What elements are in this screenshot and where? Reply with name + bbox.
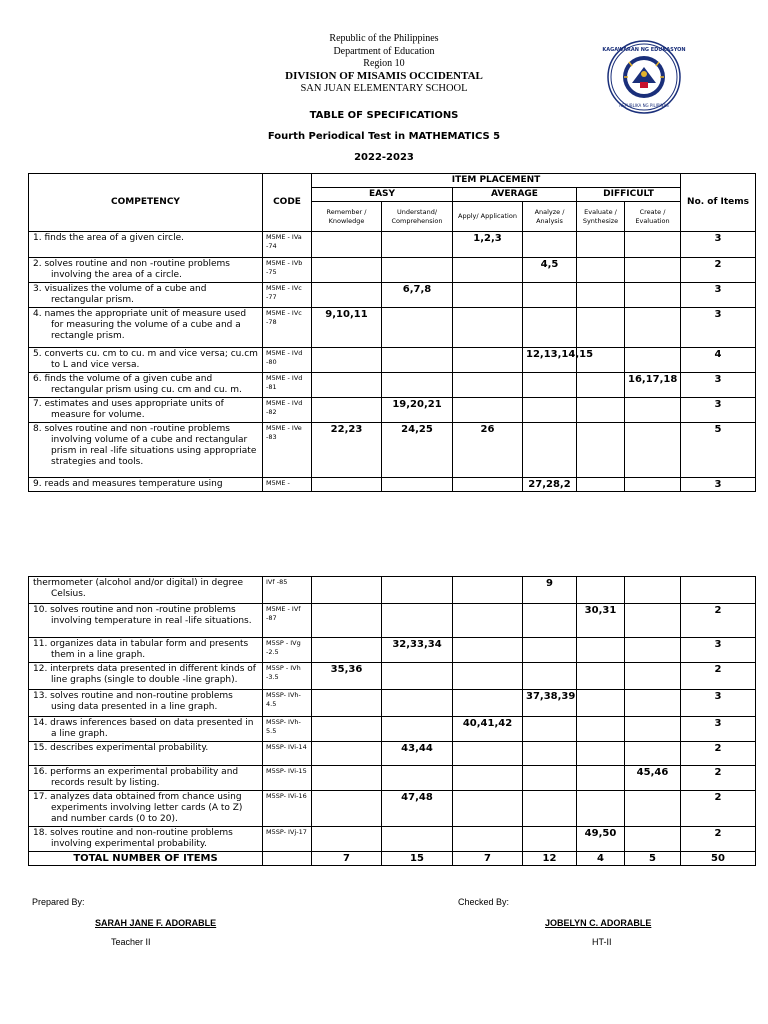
item-cell-rem [312, 690, 382, 717]
competency-cell: 2. solves routine and non -routine problems involving the area of a circle. [29, 258, 263, 283]
deped-seal-icon [602, 40, 686, 114]
item-cell-rem: 9,10,11 [312, 308, 382, 348]
item-cell-app [453, 690, 523, 717]
no-of-items-cell: 5 [681, 423, 756, 478]
item-cell-cre [625, 478, 681, 492]
item-cell-ana [523, 308, 577, 348]
item-cell-rem [312, 478, 382, 492]
item-cell-ana [523, 717, 577, 742]
header-easy: EASY [312, 188, 453, 202]
code-cell: M5ME - IVd -81 [263, 373, 312, 398]
item-cell-und [382, 690, 453, 717]
header-remember: Remember / Knowledge [312, 202, 382, 232]
item-cell-rem [312, 791, 382, 827]
item-cell-und [382, 258, 453, 283]
item-cell-und [382, 663, 453, 690]
item-cell-cre [625, 791, 681, 827]
item-cell-eva [577, 258, 625, 283]
competency-cell: 4. names the appropriate unit of measure used for measuring the volume of a cube and a rectangle prism. [29, 308, 263, 348]
item-cell-app [453, 604, 523, 638]
item-cell-app [453, 577, 523, 604]
item-cell-eva [577, 766, 625, 791]
competency-cell: 9. reads and measures temperature using [29, 478, 263, 492]
total-ana: 12 [523, 852, 577, 866]
item-cell-ana [523, 791, 577, 827]
item-cell-ana [523, 423, 577, 478]
item-cell-cre [625, 690, 681, 717]
code-cell: M5ME - IVc -77 [263, 283, 312, 308]
item-cell-app [453, 398, 523, 423]
checked-by-label: Checked By: [458, 897, 510, 907]
item-cell-cre [625, 604, 681, 638]
item-cell-rem [312, 373, 382, 398]
item-cell-rem [312, 742, 382, 766]
specification-table-page1 [28, 173, 756, 492]
item-cell-eva [577, 398, 625, 423]
test-title: Fourth Periodical Test in MATHEMATICS 5 [267, 131, 501, 142]
competency-cell: 1. finds the area of a given circle. [29, 232, 263, 258]
no-of-items-cell: 2 [681, 766, 756, 791]
code-cell: IVf -85 [263, 577, 312, 604]
table-row [29, 663, 756, 690]
no-of-items-cell: 4 [681, 348, 756, 373]
item-cell-app: 1,2,3 [453, 232, 523, 258]
table-row [29, 827, 756, 852]
header-apply: Apply/ Application [453, 202, 523, 232]
item-cell-ana [523, 398, 577, 423]
item-cell-eva [577, 423, 625, 478]
item-cell-rem [312, 232, 382, 258]
item-cell-ana [523, 663, 577, 690]
item-cell-rem [312, 283, 382, 308]
item-cell-app [453, 638, 523, 663]
competency-cell: 12. interprets data presented in different kinds of line graphs (single to double -line graph). [29, 663, 263, 690]
table-row [29, 766, 756, 791]
total-n: 50 [681, 852, 756, 866]
item-cell-cre: 16,17,18 [625, 373, 681, 398]
code-cell: M5ME - IVc -78 [263, 308, 312, 348]
item-cell-cre [625, 827, 681, 852]
no-of-items-cell: 3 [681, 308, 756, 348]
header-analyze: Analyze / Analysis [523, 202, 577, 232]
item-cell-cre [625, 742, 681, 766]
item-cell-und [382, 478, 453, 492]
item-cell-eva [577, 742, 625, 766]
item-cell-app [453, 373, 523, 398]
item-cell-cre [625, 663, 681, 690]
table-row [29, 690, 756, 717]
item-cell-app [453, 258, 523, 283]
table-row [29, 258, 756, 283]
item-cell-rem [312, 398, 382, 423]
item-cell-rem: 35,36 [312, 663, 382, 690]
school-year: 2022-2023 [354, 152, 414, 163]
item-cell-ana [523, 766, 577, 791]
table-row [29, 717, 756, 742]
header-republic: Republic of the Philippines [329, 33, 439, 44]
item-cell-eva [577, 791, 625, 827]
item-cell-ana: 27,28,2 [523, 478, 577, 492]
item-cell-eva [577, 638, 625, 663]
table-row [29, 308, 756, 348]
item-cell-rem [312, 638, 382, 663]
item-cell-cre [625, 717, 681, 742]
no-of-items-cell: 3 [681, 398, 756, 423]
item-cell-ana: 12,13,14,15 [523, 348, 577, 373]
doc-title: TABLE OF SPECIFICATIONS [309, 110, 459, 121]
item-cell-app: 26 [453, 423, 523, 478]
item-cell-app [453, 478, 523, 492]
item-cell-rem: 22,23 [312, 423, 382, 478]
item-cell-app [453, 827, 523, 852]
table-row [29, 373, 756, 398]
code-cell: M5ME - IVb -75 [263, 258, 312, 283]
item-cell-ana: 37,38,39 [523, 690, 577, 717]
item-cell-cre [625, 283, 681, 308]
item-cell-eva: 49,50 [577, 827, 625, 852]
no-of-items-cell: 2 [681, 827, 756, 852]
item-cell-ana [523, 373, 577, 398]
item-cell-und [382, 604, 453, 638]
item-cell-cre [625, 398, 681, 423]
header-department: Department of Education [333, 46, 435, 57]
competency-cell: 16. performs an experimental probability and records result by listing. [29, 766, 263, 791]
item-cell-app [453, 348, 523, 373]
no-of-items-cell: 3 [681, 373, 756, 398]
item-cell-ana [523, 742, 577, 766]
competency-cell: 17. analyzes data obtained from chance using experiments involving letter cards (A to Z) and number cards (0 to 20). [29, 791, 263, 827]
table-row [29, 604, 756, 638]
code-cell: M5ME - IVe -83 [263, 423, 312, 478]
table-row [29, 791, 756, 827]
total-eva: 4 [577, 852, 625, 866]
code-cell: M5ME - IVa -74 [263, 232, 312, 258]
item-cell-und [382, 232, 453, 258]
seal-text: KAGAWARAN NG EDUKASYON [602, 47, 686, 53]
header-school: SAN JUAN ELEMENTARY SCHOOL [300, 83, 468, 94]
total-label: TOTAL NUMBER OF ITEMS [29, 852, 263, 866]
item-cell-rem [312, 577, 382, 604]
no-of-items-cell: 3 [681, 638, 756, 663]
item-cell-eva [577, 478, 625, 492]
item-cell-app [453, 791, 523, 827]
no-of-items-cell: 3 [681, 478, 756, 492]
item-cell-und: 43,44 [382, 742, 453, 766]
item-cell-eva [577, 717, 625, 742]
item-cell-cre [625, 423, 681, 478]
competency-cell: thermometer (alcohol and/or digital) in degree Celsius. [29, 577, 263, 604]
header-no-of-items: No. of Items [681, 174, 756, 232]
item-cell-und [382, 373, 453, 398]
item-cell-und [382, 766, 453, 791]
code-cell: M5SP - IVg -2.5 [263, 638, 312, 663]
code-cell: M5ME - IVd -80 [263, 348, 312, 373]
code-cell: M5SP- IVh-4.5 [263, 690, 312, 717]
competency-cell: 11. organizes data in tabular form and presents them in a line graph. [29, 638, 263, 663]
header-average: AVERAGE [453, 188, 577, 202]
item-cell-rem [312, 604, 382, 638]
no-of-items-cell: 2 [681, 258, 756, 283]
header-understand: Understand/ Comprehension [382, 202, 453, 232]
item-cell-ana [523, 638, 577, 663]
specification-table-page2 [28, 576, 756, 866]
item-cell-ana: 9 [523, 577, 577, 604]
item-cell-cre [625, 308, 681, 348]
item-cell-cre [625, 577, 681, 604]
item-cell-eva [577, 663, 625, 690]
header-item-placement: ITEM PLACEMENT [312, 174, 681, 188]
item-cell-rem [312, 348, 382, 373]
item-cell-app [453, 742, 523, 766]
item-cell-und [382, 827, 453, 852]
code-cell: M5ME - IVd -82 [263, 398, 312, 423]
table-row [29, 423, 756, 478]
item-cell-rem [312, 827, 382, 852]
table-row [29, 283, 756, 308]
table-row [29, 577, 756, 604]
item-cell-eva [577, 308, 625, 348]
competency-cell: 15. describes experimental probability. [29, 742, 263, 766]
total-code-cell [263, 852, 312, 866]
competency-cell: 6. finds the volume of a given cube and rectangular prism using cu. cm and cu. m. [29, 373, 263, 398]
item-cell-app [453, 308, 523, 348]
header-difficult: DIFFICULT [577, 188, 681, 202]
header-code: CODE [263, 174, 312, 232]
checker-name: JOBELYN C. ADORABLE [545, 918, 652, 928]
table-row [29, 232, 756, 258]
no-of-items-cell: 3 [681, 690, 756, 717]
competency-cell: 10. solves routine and non -routine problems involving temperature in real -life situations. [29, 604, 263, 638]
item-cell-und: 19,20,21 [382, 398, 453, 423]
item-cell-rem [312, 766, 382, 791]
competency-cell: 5. converts cu. cm to cu. m and vice versa; cu.cm to L and vice versa. [29, 348, 263, 373]
item-cell-cre [625, 232, 681, 258]
total-und: 15 [382, 852, 453, 866]
item-cell-app [453, 766, 523, 791]
item-cell-rem [312, 717, 382, 742]
header-create: Create / Evaluation [625, 202, 681, 232]
item-cell-eva [577, 373, 625, 398]
item-cell-ana [523, 604, 577, 638]
table-row [29, 348, 756, 373]
prepared-by-label: Prepared By: [32, 897, 85, 907]
item-cell-app [453, 663, 523, 690]
code-cell: M5SP- IVi-16 [263, 791, 312, 827]
item-cell-und [382, 308, 453, 348]
preparer-name: SARAH JANE F. ADORABLE [95, 918, 217, 928]
total-app: 7 [453, 852, 523, 866]
no-of-items-cell: 3 [681, 283, 756, 308]
no-of-items-cell: 3 [681, 717, 756, 742]
total-cre: 5 [625, 852, 681, 866]
item-cell-eva [577, 232, 625, 258]
table-row [29, 398, 756, 423]
code-cell: M5SP - IVh -3.5 [263, 663, 312, 690]
total-rem: 7 [312, 852, 382, 866]
no-of-items-cell: 2 [681, 742, 756, 766]
item-cell-eva [577, 690, 625, 717]
no-of-items-cell [681, 577, 756, 604]
competency-cell: 7. estimates and uses appropriate units of measure for volume. [29, 398, 263, 423]
preparer-title: Teacher II [111, 937, 151, 947]
header-region: Region 10 [363, 58, 405, 69]
item-cell-und: 24,25 [382, 423, 453, 478]
item-cell-und: 47,48 [382, 791, 453, 827]
header-evaluate: Evaluate / Synthesize [577, 202, 625, 232]
competency-cell: 8. solves routine and non -routine problems involving volume of a cube and rectangular prism in real -life situations using appropriate strategies and tools. [29, 423, 263, 478]
item-cell-und [382, 348, 453, 373]
table-row [29, 638, 756, 663]
item-cell-ana: 4,5 [523, 258, 577, 283]
checker-title: HT-II [592, 937, 612, 947]
item-cell-rem [312, 258, 382, 283]
code-cell: M5SP- IVi-14 [263, 742, 312, 766]
seal-subtext: REPUBLIKA NG PILIPINAS [619, 103, 669, 108]
no-of-items-cell: 2 [681, 663, 756, 690]
table-row [29, 742, 756, 766]
code-cell: M5ME - IVf -87 [263, 604, 312, 638]
item-cell-und [382, 717, 453, 742]
no-of-items-cell: 2 [681, 791, 756, 827]
item-cell-app [453, 283, 523, 308]
competency-cell: 14. draws inferences based on data presented in a line graph. [29, 717, 263, 742]
item-cell-eva [577, 577, 625, 604]
no-of-items-cell: 2 [681, 604, 756, 638]
table-row [29, 478, 756, 492]
item-cell-ana [523, 827, 577, 852]
item-cell-cre [625, 638, 681, 663]
item-cell-app: 40,41,42 [453, 717, 523, 742]
total-row [29, 852, 756, 866]
item-cell-und: 32,33,34 [382, 638, 453, 663]
no-of-items-cell: 3 [681, 232, 756, 258]
item-cell-ana [523, 283, 577, 308]
item-cell-cre [625, 258, 681, 283]
competency-cell: 18. solves routine and non-routine problems involving experimental probability. [29, 827, 263, 852]
item-cell-cre [625, 348, 681, 373]
item-cell-eva [577, 283, 625, 308]
code-cell: M5SP- IVh-5.5 [263, 717, 312, 742]
item-cell-cre: 45,46 [625, 766, 681, 791]
item-cell-eva: 30,31 [577, 604, 625, 638]
competency-cell: 13. solves routine and non-routine problems using data presented in a line graph. [29, 690, 263, 717]
item-cell-und: 6,7,8 [382, 283, 453, 308]
code-cell: M5SP- IVi-15 [263, 766, 312, 791]
header-division: DIVISION OF MISAMIS OCCIDENTAL [285, 70, 483, 82]
competency-cell: 3. visualizes the volume of a cube and rectangular prism. [29, 283, 263, 308]
code-cell: M5ME - [263, 478, 312, 492]
item-cell-ana [523, 232, 577, 258]
header-competency: COMPETENCY [29, 174, 263, 232]
item-cell-und [382, 577, 453, 604]
code-cell: M5SP- IVj-17 [263, 827, 312, 852]
